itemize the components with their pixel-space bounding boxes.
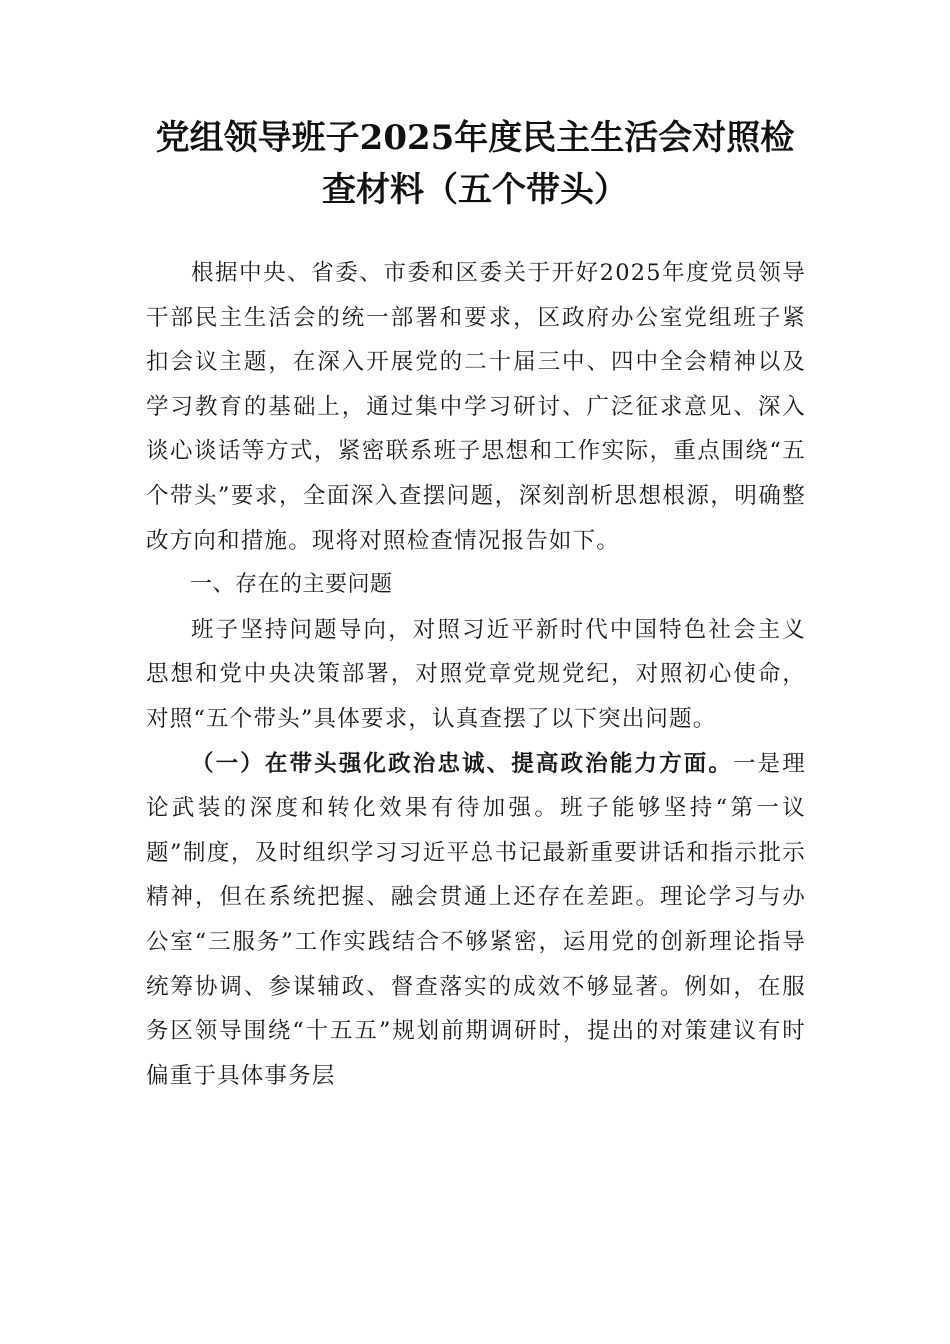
document-title: 党组领导班子2025年度民主生活会对照检查材料（五个带头） <box>155 118 795 210</box>
item-paragraph <box>146 742 806 1099</box>
section-heading: 一、存在的主要问题 <box>190 572 393 598</box>
item-text: 一是理论武装的深度和转化效果有待加强。班子能够坚持“第一议题”制度，及时组织学习习近平总书记最新重要讲话和指示批示精神，但在系统把握、融会贯通上还存在差距。理论学习与办公室“三服务”工作实践结合不够紧密，运用党的创新理论指导统筹协调、参谋辅政、督查落实的成效不够显著。例如，在服务区领导围绕“十五五”规划前期调研时，提出的对策建议有时偏重于具体事务层 <box>146 750 806 1089</box>
document-body <box>146 251 806 1098</box>
item-lead: （一）在带头强化政治忠诚、提高政治能力方面。 <box>191 750 734 777</box>
intro-paragraph: 根据中央、省委、市委和区委关于开好2025年度党员领导干部民主生活会的统一部署和要求，区政府办公室党组班子紧扣会议主题，在深入开展党的二十届三中、四中全会精神以及学习教育的基础上，通过集中学习研讨、广泛征求意见、深入谈心谈话等方式，紧密联系班子思想和工作实际，重点围绕“五个带头”要求，全面深入查摆问题，深刻剖析思想根源，明确整改方向和措施。现将对照检查情况报告如下。 <box>146 260 806 554</box>
section-summary-paragraph: 班子坚持问题导向，对照习近平新时代中国特色社会主义思想和党中央决策部署，对照党章党规党纪，对照初心使命，对照“五个带头”具体要求，认真查摆了以下突出问题。 <box>146 616 806 732</box>
